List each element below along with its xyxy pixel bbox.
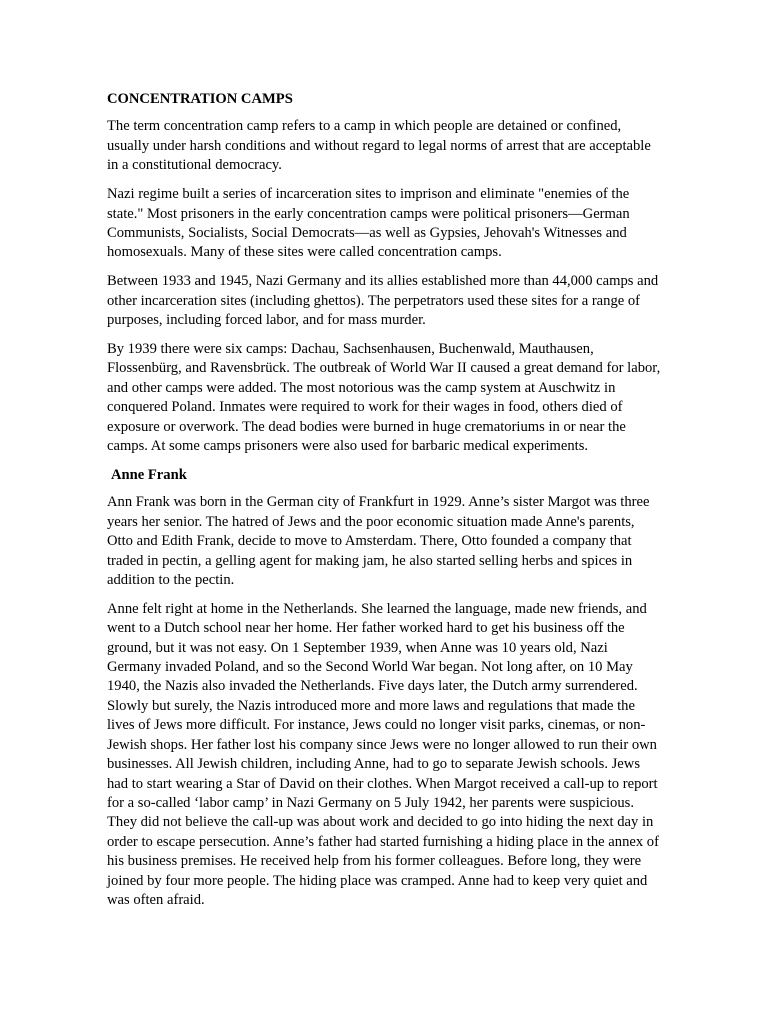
paragraph: Ann Frank was born in the German city of Frankfurt in 1929. Anne’s sister Margot was three years her senior. The hatred of Jews and the poor economic situation made Anne's parents, Otto and Edith Frank, decide to move to Amsterdam. There, Otto founded a company that traded in pectin, a gelling agent for making jam, he also started selling herbs and spices in addition to the pectin. [107, 494, 650, 588]
paragraph: Between 1933 and 1945, Nazi Germany and its allies established more than 44,000 camps and other incarceration sites (including ghettos). The perpetrators used these sites for a range of purposes, including forced labor, and for mass murder. [107, 273, 659, 329]
paragraph: Anne felt right at home in the Netherlands. She learned the language, made new friends, and went to a Dutch school near her home. Her father worked hard to get his business off the ground, but it was not easy. On 1 September 1939, when Anne was 10 years old, Nazi Germany invaded Poland, and so the Second World War began. Not long after, on 10 May 1940, the Nazis also invaded the Netherlands. Five days later, the Dutch army surrendered. Slowly but surely, the Nazis introduced more and more laws and regulations that made the lives of Jews more difficult. For instance, Jews could no longer visit parks, cinemas, or non-Jewish shops. Her father lost his company since Jews were no longer allowed to run their own businesses. All Jewish children, including Anne, had to go to separate Jewish schools. Jews had to start wearing a Star of David on their clothes. When Margot received a call-up to report for a so-called ‘labor camp’ in Nazi Germany on 5 July 1942, her parents were suspicious. They did not believe the call-up was about work and decided to go into hiding the next day in order to escape persecution. Anne’s father had started furnishing a hiding place in the annex of his business premises. He received help from his former colleagues. Before long, they were joined by four more people. The hiding place was cramped. Anne had to keep very quiet and was often afraid. [107, 600, 659, 908]
document-page [107, 90, 663, 920]
paragraph: By 1939 there were six camps: Dachau, Sachsenhausen, Buchenwald, Mauthausen, Flossenbürg, and Ravensbrück. The outbreak of World War II caused a great demand for labor, and other camps were added. The most notorious was the camp system at Auschwitz in conquered Poland. Inmates were required to work for their wages in food, others died of exposure or overwork. The dead bodies were burned in huge crematoriums in or near the camps. At some camps prisoners were also used for barbaric medical experiments. [107, 340, 661, 454]
paragraph: Nazi regime built a series of incarceration sites to imprison and eliminate "enemies of the state." Most prisoners in the early concentration camps were political prisoners—German Communists, Socialists, Social Democrats—as well as Gypsies, Jehovah's Witnesses and homosexuals. Many of these sites were called concentration camps. [107, 186, 630, 261]
paragraph: The term concentration camp refers to a camp in which people are detained or confined, usually under harsh conditions and without regard to legal norms of arrest that are acceptable in a constitutional democracy. [107, 118, 651, 174]
section-heading-anne-frank: Anne Frank [111, 466, 187, 483]
section-heading-concentration-camps: CONCENTRATION CAMPS [107, 91, 293, 107]
